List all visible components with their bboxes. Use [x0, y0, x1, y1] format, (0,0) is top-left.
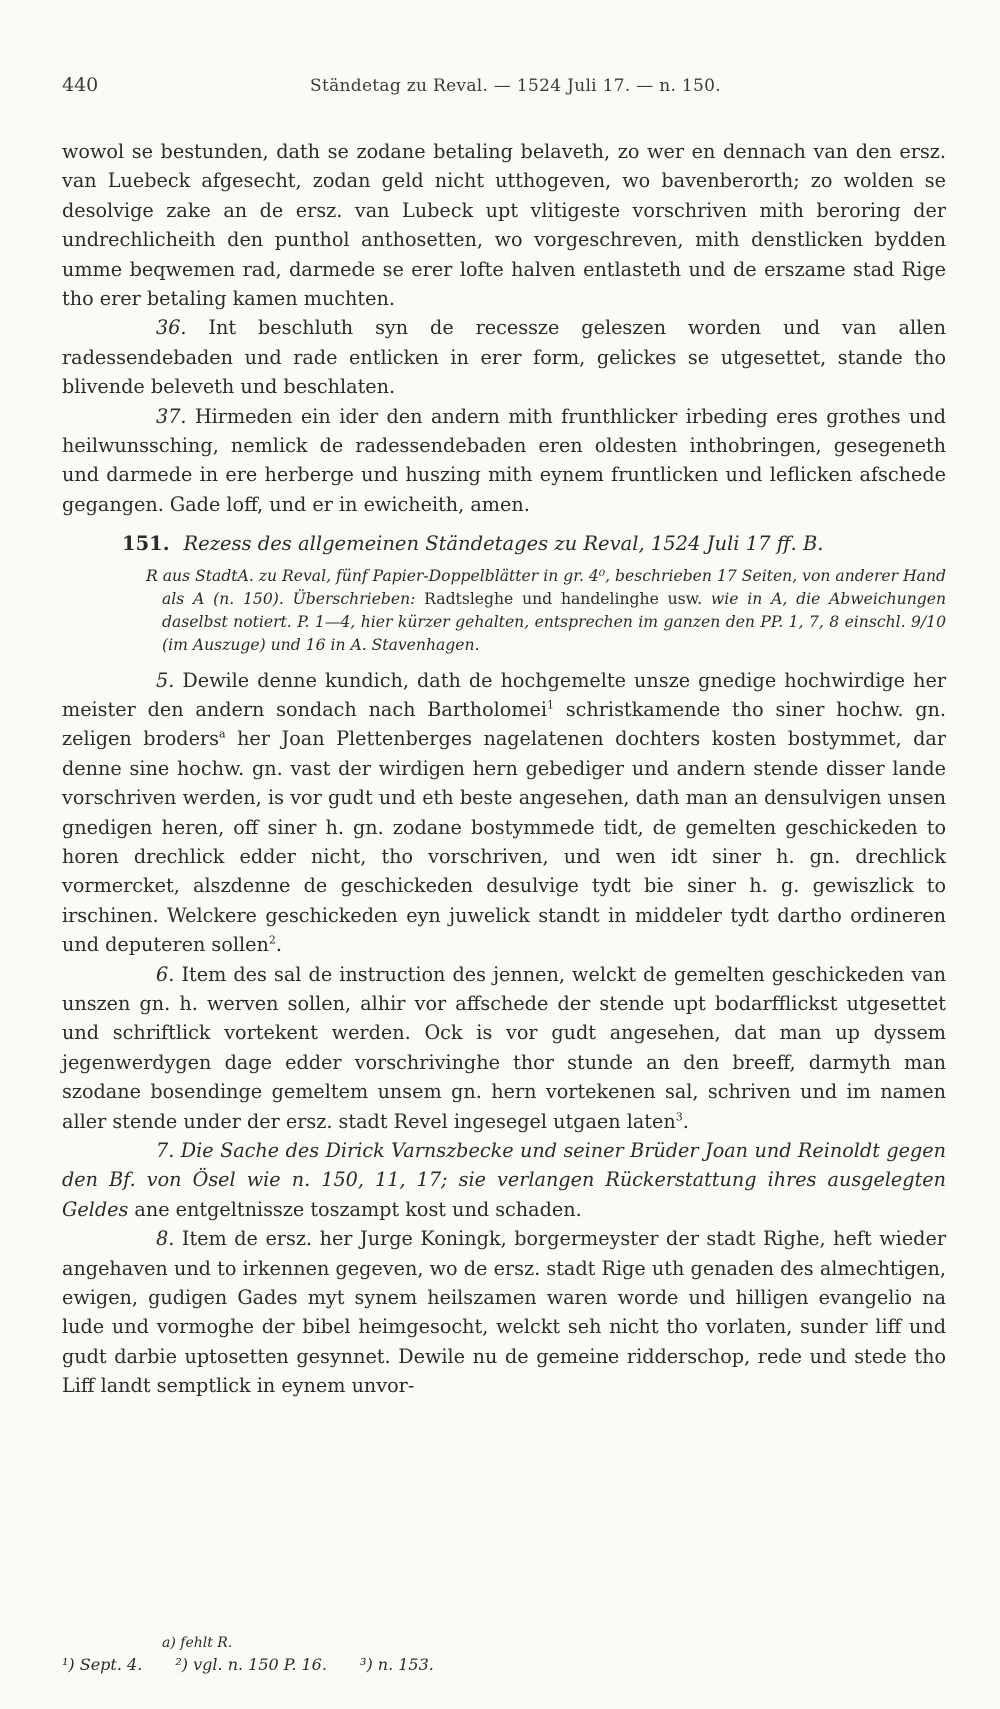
paragraph-summary: Die Sache des Dirick Varnszbecke und seiner Brüder Joan und Reinoldt gegen den Bf. von Ösel wie n. 150, 11, 17; sie verlangen Rückerstattung ihres ausgelegten Geldes: [62, 1139, 946, 1221]
paragraph-5: [62, 666, 946, 960]
source-note-b: Radtsleghe und handelinghe usw.: [424, 589, 703, 608]
paragraph-text: her Joan Plettenberges nagelatenen dochters kosten bostymmet, dar denne sine hochw. gn. vast der wirdigen hern gebediger und andern stende disser lande vorschriven werden, is vor gudt und eth beste angesehen, dath man an densulvigen unsen gnedigen heren, off siner h. gn. zodane bostymmede tidt, de gemelten geschickeden to horen drechlick edder nicht, tho vorschriven, und wen idt siner h. gn. drechlick vormercket, alszdenne de geschickeden desulvige tydt bie siner h. g. gewiszlick to irschinen. Welckere geschickeden eyn juwelick standt in middeler tydt dartho ordineren und deputeren sollen: [62, 727, 946, 957]
footnote-1: ¹) Sept. 4.: [62, 1655, 143, 1674]
source-note: [62, 565, 946, 658]
paragraph-text: ane entgeltnissze toszampt kost und schaden.: [128, 1197, 582, 1221]
footnote-3: ³) n. 153.: [360, 1655, 434, 1674]
paragraph-text: Int beschluth syn de recessze geleszen worden und van allen radessendebaden und rade entlicken in erer form, gelickes se utgesettet, stande tho blivende beleveth und beschlaten.: [62, 316, 946, 399]
document-title: Rezess des allgemeinen Ständetages zu Reval, 1524 Juli 17 ff. B.: [183, 532, 824, 556]
page-number: 440: [62, 74, 99, 96]
paragraph-36: [62, 313, 946, 401]
document-number: 151.: [122, 532, 170, 556]
running-title: Ständetag zu Reval. — 1524 Juli 17. — n. 150.: [310, 76, 721, 96]
paragraph-7: [62, 1136, 946, 1224]
paragraph-text: Item de ersz. her Jurge Koningk, borgermeyster der stadt Righe, heft wieder angehaven und to irkennen gegeven, wo de ersz. stadt Rige uth genaden des almechtigen, ewigen, gudigen Gades myt synem heilszamen waren worde und hilligen evangelio na lude und vormoghe der bibel heimgesocht, welckt seh nicht tho vorlaten, sunder liff und gudt darbie uptosetten gesynnet. Dewile nu de gemeine ridderschop, rede und stede tho Liff landt semptlick in eynem unvor-: [62, 1227, 946, 1398]
paragraph-number: 36.: [156, 316, 187, 340]
paragraph-number: 6.: [156, 962, 175, 986]
source-note-a: R aus StadtA. zu Reval, fünf Papier-Doppelblätter in gr. 4⁰, beschrieben 17 Seiten, von anderer Hand als A (n. 150). Überschrieben:: [146, 566, 946, 608]
paragraph-6: [62, 960, 946, 1136]
footnote-ref: 2: [268, 933, 276, 947]
page-header: [62, 74, 942, 102]
footnote-a: a) fehlt R.: [162, 1635, 233, 1651]
paragraph-number: 37.: [156, 404, 187, 428]
paragraph-text: schristkamende tho siner hochw. gn. zeligen broders: [62, 697, 946, 751]
body-text: [62, 137, 946, 1401]
paragraph-text: .: [275, 933, 282, 957]
source-note-c: wie in A, die Abweichungen daselbst notiert. P. 1—4, hier kürzer gehalten, entsprechen im ganzen den PP. 1, 7, 8 einschl. 9/10 (im Auszuge) und 16 in A. Stavenhagen.: [162, 589, 947, 655]
document-heading: [62, 529, 946, 558]
footnote-row: [62, 1654, 942, 1676]
footnote-ref: a: [218, 727, 226, 741]
paragraph-number: 7.: [156, 1139, 175, 1162]
paragraph-8: [62, 1224, 946, 1400]
paragraph-37: [62, 402, 946, 520]
paragraph-number: 5.: [156, 668, 175, 692]
paragraph-text: .: [682, 1109, 689, 1133]
footnote-ref: 3: [675, 1110, 683, 1124]
paragraph-number: 8.: [156, 1227, 175, 1251]
paragraph-text: Item des sal de instruction des jennen, welckt de gemelten geschickeden van unszen gn. h. werven sollen, alhir vor affschede der stende upt bodarfflickst utgesettet und schriftlick vortekent werden. Ock is vor gudt angesehen, dat man up dyssem jegenwerdygen dage edder vorschrivinghe thor stunde an den breeff, darmyth man szodane bosendinge gemeltem unsem gn. hern vortekenen sal, schriven und im namen aller stende under der ersz. stadt Revel ingesegel utgaen laten: [62, 962, 946, 1133]
paragraph-text: Hirmeden ein ider den andern mith frunthlicker irbeding eres grothes und heilwunssching, nemlick de radessendebaden eren oldesten inthobringen, gesegeneth und darmede in ere herberge und huszing mith eynem fruntlicken und leflicken afschede gegangen. Gade loff, und er in ewicheith, amen.: [62, 404, 946, 516]
footnotes: [62, 1632, 942, 1676]
paragraph-intro: wowol se bestunden, dath se zodane betaling belaveth, zo wer en dennach van den ersz. van Luebeck afgesecht, zodan geld nicht utthogeven, wo bavenberorth; zo wolden se desolvige zake an de ersz. van Lubeck upt vlitigeste vorschriven mith beroring der undrechlicheith den punthol anthosetten, wo vorgeschreven, mith denstlicken bydden umme beqwemen rad, darmede se erer lofte halven entlasteth und de erszame stad Rige tho erer betaling kamen muchten.: [62, 140, 946, 311]
paragraph-text: Dewile denne kundich, dath de hochgemelte unsze gnedige hochwirdige her meister den andern sondach nach Bartholomei: [62, 668, 946, 721]
footnote-ref: 1: [547, 698, 554, 712]
footnote-2: ²) vgl. n. 150 P. 16.: [175, 1655, 327, 1674]
